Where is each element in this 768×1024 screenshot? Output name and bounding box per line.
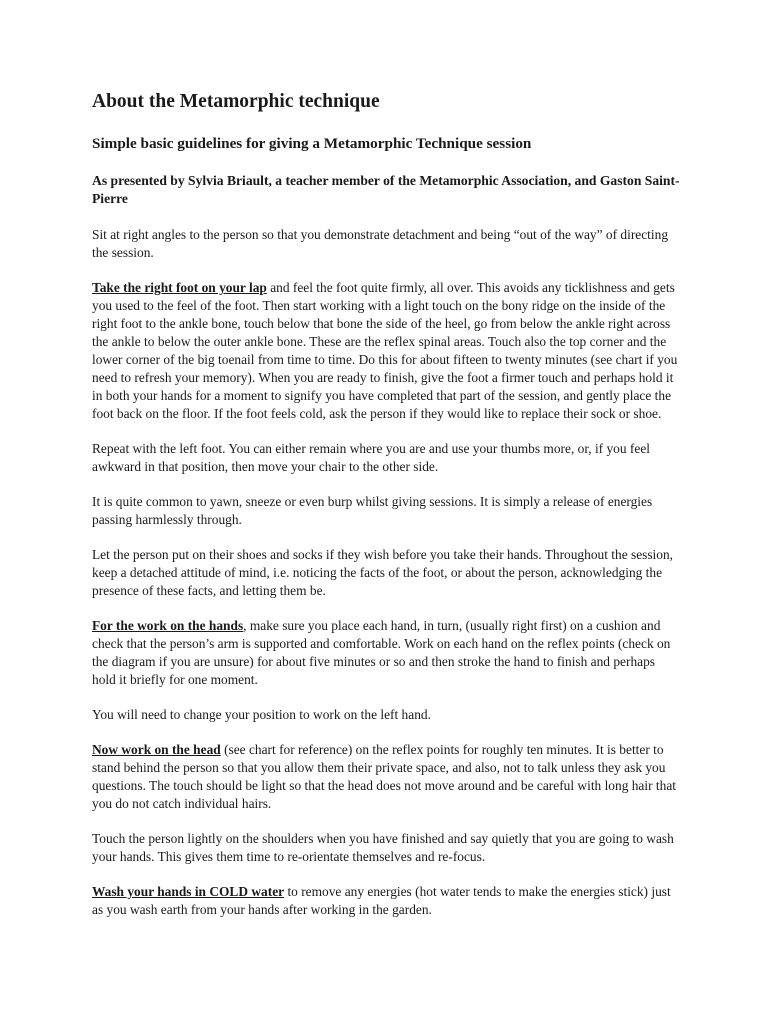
paragraph-text: to remove any energies (hot water tends to make the energies stick) just as you wash earth from your hands after working in the garden. <box>92 884 671 917</box>
paragraph-lead: Take the right foot on your lap <box>92 280 267 295</box>
paragraph-hands <box>92 617 680 689</box>
paragraph-wash-hands <box>92 883 680 919</box>
paragraph-energy-release <box>92 493 680 529</box>
document-title: About the Metamorphic technique <box>92 91 380 112</box>
paragraph-head <box>92 741 680 813</box>
paragraph-lead: Now work on the head <box>92 742 221 757</box>
paragraph-text: and feel the foot quite firmly, all over. This avoids any ticklishness and gets you used to the feel of the foot. Then start working with a light touch on the bony ridge on the inside of the right foot to the ankle bone, touch below that bone the side of the heel, go from below the ankle right across the ankle to below the outer ankle bone. These are the reflex spinal areas. Touch also the top corner and the lower corner of the big toenail from time to time. Do this for about fifteen to twenty minutes (see chart if you need to refresh your memory). When you are ready to finish, give the foot a firmer touch and perhaps hold it in both your hands for a moment to signify you have completed that part of the session, and gently place the foot back on the floor. If the foot feels cold, ask the person if they would like to replace their sock or shoe. <box>92 280 678 421</box>
paragraph-lead: For the work on the hands <box>92 618 244 633</box>
paragraph-text: , make sure you place each hand, in turn, (usually right first) on a cushion and check that the person’s arm is supported and comfortable. Work on each hand on the reflex points (check on the diagram if you are unsure) for about five minutes or so and then stroke the hand to finish and perhaps hold it briefly for one moment. <box>92 618 671 687</box>
paragraph-text: Touch the person lightly on the shoulders when you have finished and say quietly that you are going to wash your hands. This gives them time to re-orientate themselves and re-focus. <box>92 831 674 864</box>
paragraph-shoulders <box>92 830 680 866</box>
paragraph-text: Let the person put on their shoes and socks if they wish before you take their hands. Throughout the session, keep a detached attitude of mind, i.e. noticing the facts of the foot, or about the person, acknowledging the presence of these facts, and letting them be. <box>92 547 674 598</box>
paragraph-text: Repeat with the left foot. You can either remain where you are and use your thumbs more, or, if you feel awkward in that position, then move your chair to the other side. <box>92 441 650 474</box>
paragraph-left-hand <box>92 706 680 724</box>
paragraph-text: It is quite common to yawn, sneeze or even burp whilst giving sessions. It is simply a release of energies passing harmlessly through. <box>92 494 653 527</box>
document-byline: As presented by Sylvia Briault, a teacher member of the Metamorphic Association, and Gaston Saint-Pierre <box>92 173 680 206</box>
paragraph-text: (see chart for reference) on the reflex points for roughly ten minutes. It is better to stand behind the person so that you allow them their private space, and also, not to talk unless they ask you questions. The touch should be light so that the head does not move around and be careful with long hair that you do not catch individual hairs. <box>92 742 676 811</box>
paragraph-shoes-and-attitude <box>92 546 680 600</box>
paragraph-sitting-position <box>92 226 680 262</box>
paragraph-right-foot <box>92 279 680 423</box>
paragraph-left-foot <box>92 440 680 476</box>
document-subtitle: Simple basic guidelines for giving a Metamorphic Technique session <box>92 135 532 152</box>
paragraph-text: Sit at right angles to the person so that you demonstrate detachment and being “out of the way” of directing the session. <box>92 227 669 260</box>
document-page <box>92 90 680 936</box>
paragraph-lead: Wash your hands in COLD water <box>92 884 285 899</box>
paragraph-text: You will need to change your position to work on the left hand. <box>92 707 431 722</box>
